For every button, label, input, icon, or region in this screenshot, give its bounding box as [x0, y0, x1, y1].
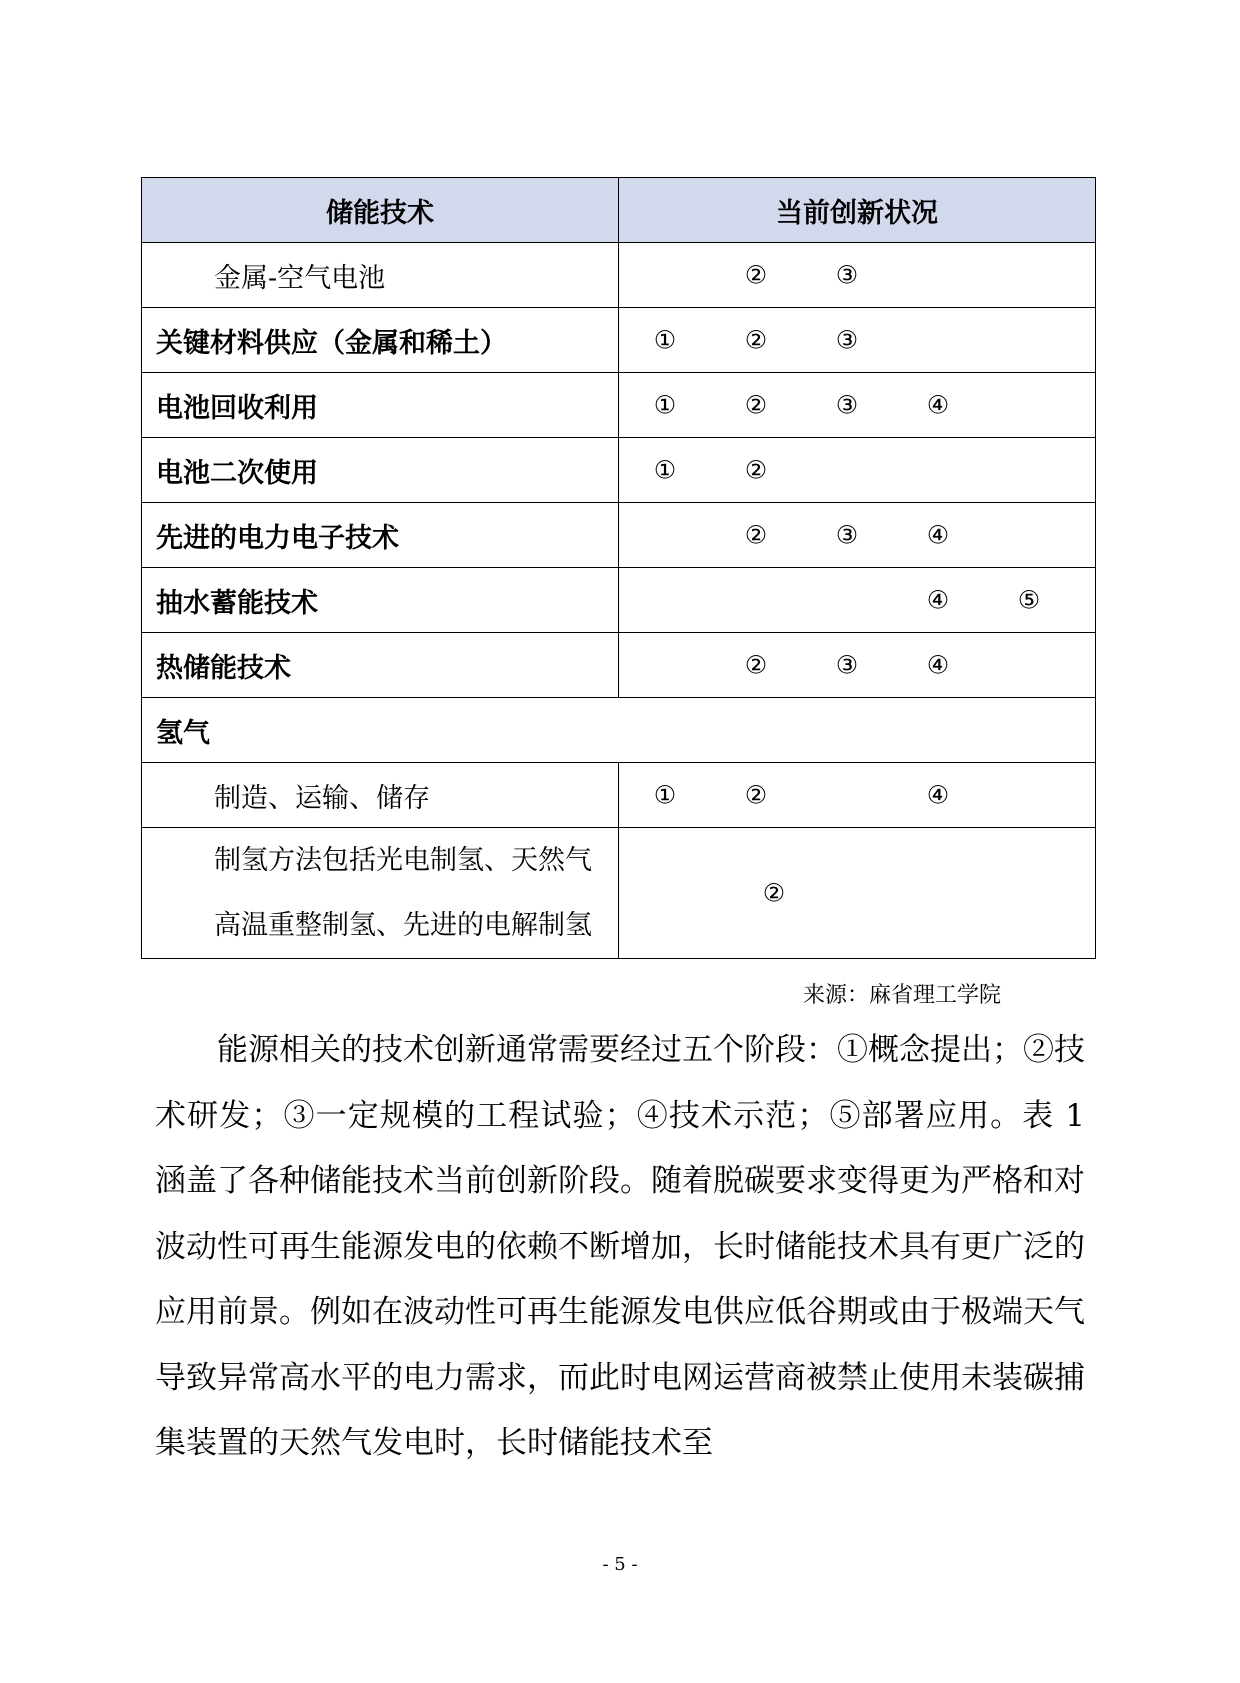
header-storage-tech: 储能技术 [142, 178, 619, 243]
table-source-note: 来源：麻省理工学院 [803, 983, 1002, 1008]
body-paragraph: 能源相关的技术创新通常需要经过五个阶段：①概念提出；②技术研发；③一定规模的工程试验；④技术示范；⑤部署应用。表 1 涵盖了各种储能技术当前创新阶段。随着脱碳要求变得更为严格和对波动性可再生能源发电的依赖不断增加，长时储能技术具有更广泛的应用前景。例如在波动性可再生能源发电供应低谷期或由于极端天气导致异常高水平的电力需求，而此时电网运营商被禁止使用未装碳捕集装置的天然气发电时，长时储能技术至 [155, 1032, 1085, 1461]
row-label: 关键材料供应（金属和稀土） [142, 308, 619, 373]
stage-marker: ③ [835, 260, 859, 290]
stage-marker: ② [744, 520, 768, 550]
row-label [142, 828, 619, 959]
stage-marker: ② [744, 455, 768, 485]
stage-marker: ④ [926, 390, 950, 420]
table-row [142, 828, 1096, 959]
row-label-line: 高温重整制氢、先进的电解制氢 [214, 910, 592, 941]
row-label: 电池回收利用 [142, 373, 619, 438]
stage-marker: ③ [835, 650, 859, 680]
stage-marker: ① [653, 390, 677, 420]
row-label: 抽水蓄能技术 [142, 568, 619, 633]
stage-marker: ③ [835, 520, 859, 550]
stage-marker: ① [653, 780, 677, 810]
stage-marker: ② [744, 650, 768, 680]
table-row [142, 243, 1096, 308]
table-row [142, 438, 1096, 503]
stage-marker: ② [762, 878, 786, 908]
row-label: 热储能技术 [142, 633, 619, 698]
stage-marker: ③ [835, 390, 859, 420]
row-label: 先进的电力电子技术 [142, 503, 619, 568]
stage-marker: ② [744, 780, 768, 810]
stage-marker: ① [653, 455, 677, 485]
stage-marker: ① [653, 325, 677, 355]
row-label-hydrogen: 氢气 [142, 698, 1096, 763]
table-row [142, 503, 1096, 568]
stage-marker: ④ [926, 585, 950, 615]
stage-marker: ② [744, 390, 768, 420]
table-row [142, 373, 1096, 438]
stage-marker: ③ [835, 325, 859, 355]
stage-marker: ② [744, 260, 768, 290]
table-row [142, 568, 1096, 633]
header-innovation-status: 当前创新状况 [619, 178, 1096, 243]
stage-marker: ④ [926, 650, 950, 680]
row-label: 制造、运输、储存 [142, 763, 619, 828]
page-number: - 5 - [602, 1554, 638, 1575]
table-header-row [142, 178, 1096, 243]
row-label: 金属-空气电池 [142, 243, 619, 308]
body-paragraph-container [155, 1018, 1085, 1477]
table-row-group-header [142, 698, 1096, 763]
table-row [142, 308, 1096, 373]
stage-marker: ④ [926, 520, 950, 550]
row-label: 电池二次使用 [142, 438, 619, 503]
row-label-line: 制氢方法包括光电制氢、天然气 [214, 845, 592, 876]
stage-marker: ⑤ [1017, 585, 1041, 615]
stage-marker: ② [744, 325, 768, 355]
table-row [142, 633, 1096, 698]
innovation-status-table [141, 177, 1096, 959]
stage-marker: ④ [926, 780, 950, 810]
table-row [142, 763, 1096, 828]
